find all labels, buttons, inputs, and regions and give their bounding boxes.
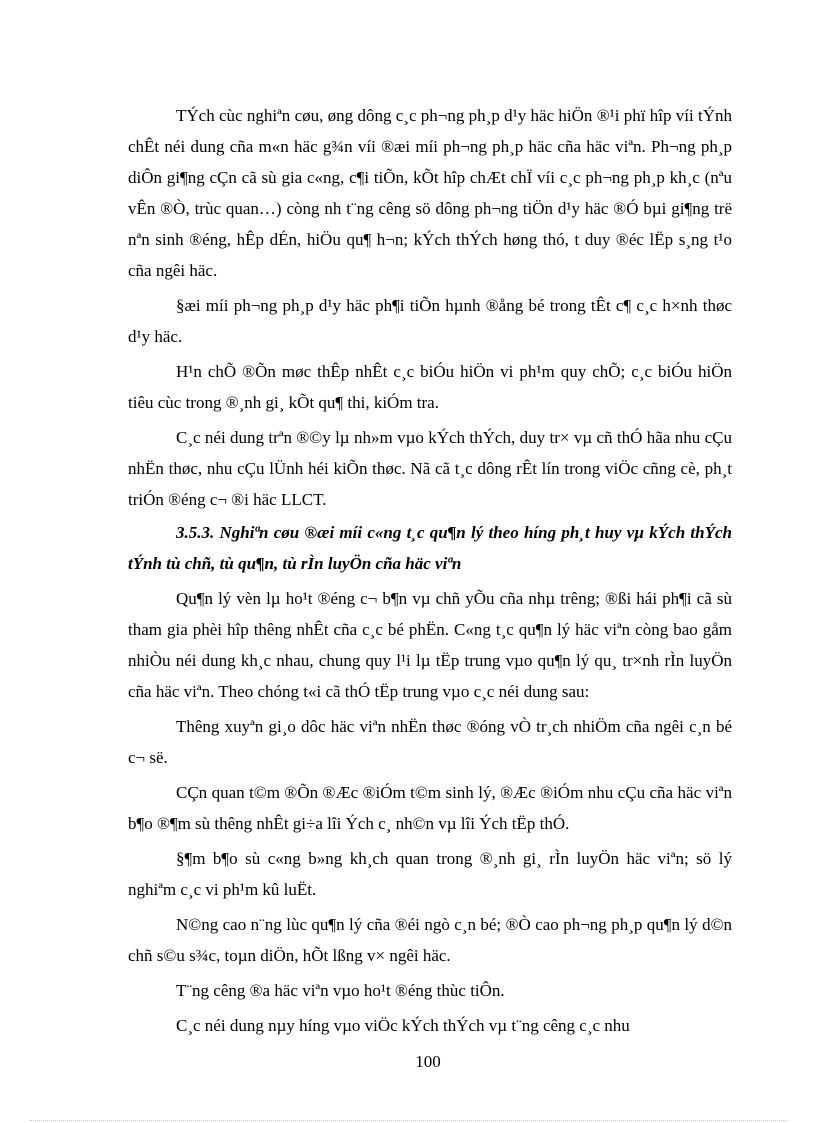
- body-paragraph: §æi míi ph¬ng ph¸p d¹y häc ph¶i tiÕn hµnh ®ång bé trong tÊt c¶ c¸c h×nh thøc d¹y häc.: [128, 296, 732, 346]
- bottom-rule: [30, 1120, 786, 1121]
- section-heading: 3.5.3. Nghiªn cøu ®æi míi c«ng t¸c qu¶n lý theo híng ph¸t huy vµ kÝch thÝch tÝnh tù chñ, tù qu¶n, tù rÌn luyÖn cña häc viªn: [128, 523, 732, 573]
- body-paragraph: T¨ng cêng ®a häc viªn vµo ho¹t ®éng thùc tiÔn.: [176, 981, 505, 1000]
- page-body: [128, 100, 732, 1041]
- body-paragraph: Qu¶n lý vèn lµ ho¹t ®éng c¬ b¶n vµ chñ yÕu cña nhµ trêng; ®ßi hái ph¶i cã sù tham gia phèi hîp thêng nhÊt cña c¸c bé phËn. C«ng t¸c qu¶n lý häc viªn còng bao gåm nhiÒu néi dung kh¸c nhau, chung quy l¹i lµ tËp trung vµo qu¶n lý qu¸ tr×nh rÌn luyÖn cña häc viªn. Theo chóng t«i cã thÓ tËp trung vµo c¸c néi dung sau:: [128, 589, 732, 701]
- body-paragraph: N©ng cao n¨ng lùc qu¶n lý cña ®éi ngò c¸n bé; ®Ò cao ph¬ng ph¸p qu¶n lý d©n chñ s©u s¾c, toµn diÖn, hÕt lßng v× ngêi häc.: [128, 915, 732, 965]
- page-number: 100: [415, 1052, 441, 1071]
- body-paragraph: H¹n chÕ ®Õn møc thÊp nhÊt c¸c biÓu hiÖn vi ph¹m quy chÕ; c¸c biÓu hiÖn tiêu cùc trong ®¸nh gi¸ kÕt qu¶ thi, kiÓm tra.: [128, 362, 732, 412]
- body-paragraph: TÝch cùc nghiªn cøu, øng dông c¸c ph¬ng ph¸p d¹y häc hiÖn ®¹i phï hîp víi tÝnh chÊt néi dung cña m«n häc g¾n víi ®æi míi ph¬ng ph¸p häc cña häc viªn. Ph¬ng ph¸p diÔn gi¶ng cÇn cã sù gia c«ng, c¶i tiÕn, kÕt hîp chÆt chÏ víi c¸c ph¬ng ph¸p kh¸c (nªu vÊn ®Ò, trùc quan…) còng nh t¨ng cêng sö dông ph¬ng tiÖn d¹y häc ®Ó bµi gi¶ng trë nªn sinh ®éng, hÊp dÉn, hiÖu qu¶ h¬n; kÝch thÝch høng thó, t duy ®éc lËp s¸ng t¹o cña ngêi häc.: [128, 106, 732, 280]
- body-paragraph: C¸c néi dung trªn ®©y lµ nh»m vµo kÝch thÝch, duy tr× vµ cñ thÓ hãa nhu cÇu nhËn thøc, nhu cÇu lÜnh héi kiÕn thøc. Nã cã t¸c dông rÊt lín trong viÖc cñng cè, ph¸t triÓn ®éng c¬ ®i häc LLCT.: [128, 428, 732, 509]
- body-paragraph: §¶m b¶o sù c«ng b»ng kh¸ch quan trong ®¸nh gi¸ rÌn luyÖn häc viªn; sö lý nghiªm c¸c vi ph¹m kû luËt.: [128, 849, 732, 899]
- body-paragraph: C¸c néi dung nµy híng vµo viÖc kÝch thÝch vµ t¨ng cêng c¸c nhu: [176, 1016, 630, 1035]
- body-paragraph: Thêng xuyªn gi¸o dôc häc viªn nhËn thøc ®óng vÒ tr¸ch nhiÖm cña ngêi c¸n bé c¬ së.: [128, 717, 732, 767]
- body-paragraph: CÇn quan t©m ®Õn ®Æc ®iÓm t©m sinh lý, ®Æc ®iÓm nhu cÇu cña häc viªn b¶o ®¶m sù thêng nhÊt gi÷a lîi Ých c¸ nh©n vµ lîi Ých tËp thÓ.: [128, 783, 732, 833]
